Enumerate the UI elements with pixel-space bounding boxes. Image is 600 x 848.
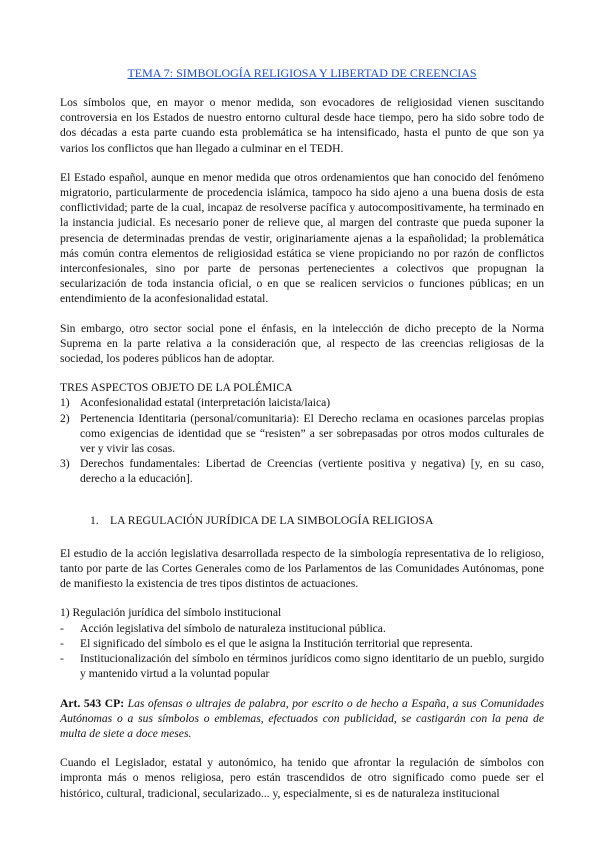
list-item-number: 1) bbox=[60, 396, 70, 410]
bullet-list bbox=[60, 621, 544, 682]
dash-marker: - bbox=[60, 636, 64, 650]
list-item-text: El significado del símbolo es el que le asigna la Institución territorial que representa. bbox=[80, 636, 473, 650]
paragraph-spanish-state: El Estado español, aunque en menor medida que otros ordenamientos que han conocido del fenómeno migratorio, particularmente de procedencia islámica, tampoco ha sido ajeno a una buena dosis de esta conflictividad; parte de la cual, incapaz de resolverse pacífica y autocompositivamente, ha terminado en la instancia judicial. Es necesario poner de relieve que, al margen del contraste que pueda suponer la presencia de determinadas prendas de vestir, originariamente ajenas a la españolidad; la problemática más común contra elementos de religiosidad estática se viene propiciando no por razón de conflictos interconfesionales, sino por parte de personas pertenecientes a colectivos que propugnan la secularización de toda instancia oficial, o en que se realicen servicios o funciones públicas; en un entendimiento de la aconfesionalidad estatal. bbox=[60, 170, 544, 306]
paragraph-section-intro: El estudio de la acción legislativa desarrollada respecto de la simbología representativa de lo religioso, tanto por parte de las Cortes Generales como de los Parlamentos de las Comunidades Autónomas, pone de manifiesto la existencia de tres tipos distintos de actuaciones. bbox=[60, 546, 544, 591]
list-item bbox=[60, 395, 544, 410]
list-item bbox=[60, 651, 544, 681]
section-title-text: LA REGULACIÓN JURÍDICA DE LA SIMBOLOGÍA RELIGIOSA bbox=[110, 513, 434, 527]
list-item bbox=[60, 636, 544, 651]
list-item-number: 2) bbox=[60, 411, 70, 425]
aspects-heading: TRES ASPECTOS OBJETO DE LA POLÉMICA bbox=[60, 381, 293, 395]
list-item-text: Pertenencia Identitaria (personal/comunitaria): El Derecho reclama en ocasiones parcelas propias como exigencias de identidad que se “resisten” a ser sobrepasadas por otros modos culturales de ver y vivir las cosas. bbox=[80, 411, 544, 456]
list-item-text: Aconfesionalidad estatal (interpretación laicista/laica) bbox=[80, 396, 331, 410]
document-title: TEMA 7: SIMBOLOGÍA RELIGIOSA Y LIBERTAD DE CREENCIAS bbox=[127, 66, 477, 80]
section-number: 1. bbox=[90, 513, 99, 527]
article-reference: Art. 543 CP: bbox=[60, 696, 125, 710]
article-text: Las ofensas o ultrajes de palabra, por escrito o de hecho a España, a sus Comunidades Autónomas o a sus símbolos o emblemas, efectuados con publicidad, se castigarán con la pena de multa de siete a doce meses. bbox=[60, 696, 544, 740]
paragraph-other-sector: Sin embargo, otro sector social pone el énfasis, en la intelección de dicho precepto de la Norma Suprema en la parte relativa a la consideración que, al respecto de las creencias religiosas de la sociedad, los poderes públicos han de adoptar. bbox=[60, 321, 544, 366]
list-item-number: 3) bbox=[60, 457, 70, 471]
article-quote bbox=[60, 696, 544, 742]
list-item-text: Derechos fundamentales: Libertad de Creencias (vertiente positiva y negativa) [y, en su caso, derecho a la educación]. bbox=[80, 457, 544, 486]
list-item bbox=[60, 456, 544, 486]
dash-marker: - bbox=[60, 652, 64, 666]
section-heading bbox=[90, 513, 544, 528]
dash-marker: - bbox=[60, 621, 64, 635]
paragraph-intro: Los símbolos que, en mayor o menor medida, son evocadores de religiosidad vienen suscitando controversia en los Estados de nuestro entorno cultural desde hace tiempo, pero ha sido sobre todo de dos décadas a esta parte cuando esta problemática se ha intensificado, hasta el punto de que son ya varios los conflictos que han llegado a culminar en el TEDH. bbox=[60, 96, 544, 155]
sub-heading: 1) Regulación jurídica del símbolo institucional bbox=[60, 606, 282, 620]
list-item-text: Acción legislativa del símbolo de naturaleza institucional pública. bbox=[80, 621, 386, 635]
list-item bbox=[60, 621, 544, 636]
document-page bbox=[60, 66, 544, 815]
list-item-text: Institucionalización del símbolo en términos jurídicos como signo identitario de un pueblo, surgido y mantenido virtud a la voluntad popular bbox=[80, 652, 544, 681]
list-item bbox=[60, 411, 544, 457]
paragraph-closing: Cuando el Legislador, estatal y autonómico, ha tenido que afrontar la regulación de símbolos con impronta más o menos religiosa, pero están trascendidos de otro significado como puede ser el histórico, cultural, tradicional, secularizado... y, especialmente, si es de naturaleza institucional bbox=[60, 756, 544, 800]
aspects-list bbox=[60, 395, 544, 486]
